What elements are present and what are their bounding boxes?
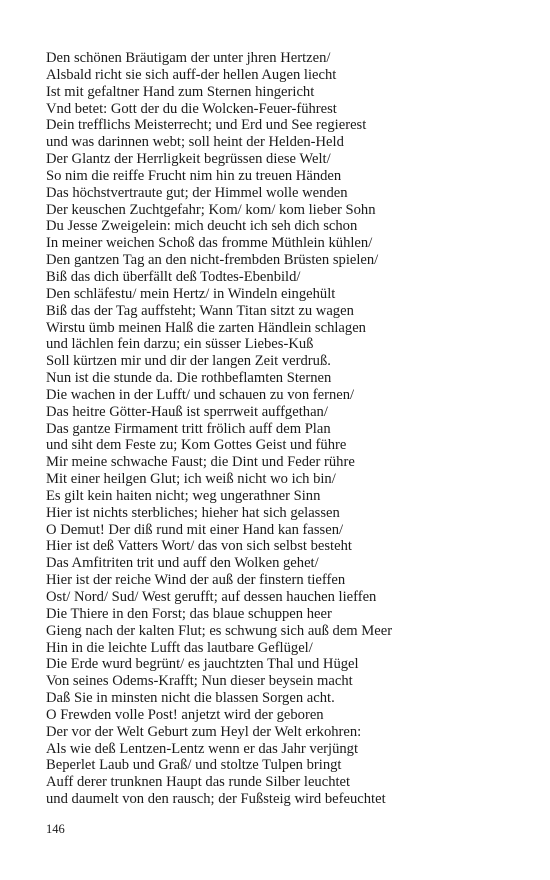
poem-line: Die wachen in der Lufft/ und schauen zu von fernen/ (46, 386, 355, 403)
poem-line: Mir meine schwache Faust; die Dint und Feder rühre (46, 454, 355, 471)
poem-line: So nim die reiffe Frucht nim hin zu treuen Händen (46, 167, 342, 184)
poem-line: und was darinnen webt; soll heint der Helden-Held (46, 134, 344, 151)
poem-line: In meiner weichen Schoß das fromme Müthlein kühlen/ (46, 235, 373, 252)
poem-line: O Demut! Der diß rund mit einer Hand kan fassen/ (46, 521, 344, 538)
poem-line: Von seines Odems-Krafft; Nun dieser beysein macht (46, 673, 353, 690)
poem-line: Dein trefflichs Meisterrecht; und Erd und See regierest (46, 117, 367, 134)
poem-line: Hin in die leichte Lufft das lautbare Geflügel/ (46, 639, 313, 656)
poem-line: Alsbald richt sie sich auff-der hellen Augen liecht (46, 66, 337, 83)
poem-line: Der Glantz der Herrligkeit begrüssen diese Welt/ (46, 151, 331, 168)
poem-line: Das gantze Firmament tritt frölich auff dem Plan (46, 420, 331, 437)
poem-line: Auff derer trunknen Haupt das runde Silber leuchtet (46, 774, 351, 791)
poem-line: und siht dem Feste zu; Kom Gottes Geist und führe (46, 437, 347, 454)
poem-line: Biß das der Tag auffsteht; Wann Titan sitzt zu wagen (46, 302, 354, 319)
poem-line: Mit einer heilgen Glut; ich weiß nicht wo ich bin/ (46, 471, 336, 488)
poem-line: Den schläfestu/ mein Hertz/ in Windeln eingehült (46, 285, 336, 302)
page-number: 146 (46, 822, 65, 836)
poem-line: O Frewden volle Post! anjetzt wird der geboren (46, 706, 324, 723)
poem-line: und lächlen fein darzu; ein süsser Liebes-Kuß (46, 336, 314, 353)
poem-text-block (46, 50, 526, 808)
poem-line: Soll kürtzen mir und dir der langen Zeit verdruß. (46, 353, 331, 370)
poem-line: Vnd betet: Gott der du die Wolcken-Feuer-führest (46, 100, 337, 117)
poem-line: Gieng nach der kalten Flut; es schwung sich auß dem Meer (46, 622, 393, 639)
poem-line: Die Erde wurd begrünt/ es jauchtzten Thal und Hügel (46, 656, 359, 673)
poem-line: Der vor der Welt Geburt zum Heyl der Welt erkohren: (46, 723, 362, 740)
poem-line: Das Amfitriten trit und auff den Wolken gehet/ (46, 555, 319, 572)
poem-line: Hier ist deß Vatters Wort/ das von sich selbst besteht (46, 538, 352, 555)
poem-line: Hier ist nichts sterbliches; hieher hat sich gelassen (46, 504, 340, 521)
poem-line: Ost/ Nord/ Sud/ West gerufft; auf dessen hauchen lieffen (46, 589, 377, 605)
poem-line: Es gilt kein haiten nicht; weg ungerathner Sinn (46, 487, 321, 504)
poem-line: Ist mit gefaltner Hand zum Sternen hingericht (46, 83, 315, 100)
poem-line: Nun ist die stunde da. Die rothbeflamten Sternen (46, 370, 332, 387)
poem-line: Der keuschen Zuchtgefahr; Kom/ kom/ kom lieber Sohn (46, 201, 376, 218)
poem-line: Hier ist der reiche Wind der auß der finstern tieffen (46, 572, 346, 589)
poem-line: und daumelt von den rausch; der Fußsteig wird befeuchtet (46, 791, 386, 808)
poem-line: Daß Sie in minsten nicht die blassen Sorgen acht. (46, 690, 335, 707)
poem-line: Den schönen Bräutigam der unter jhren Hertzen/ (46, 50, 331, 66)
poem-line: Du Jesse Zweigelein: mich deucht ich seh dich schon (46, 218, 358, 235)
poem-line: Beperlet Laub und Graß/ und stoltze Tulpen bringt (46, 757, 342, 774)
poem-line: Biß das dich überfällt deß Todtes-Ebenbild/ (46, 268, 301, 285)
poem-line: Das höchstvertraute gut; der Himmel wolle wenden (46, 184, 348, 201)
poem-line: Das heitre Götter-Hauß ist sperrweit auffgethan/ (46, 403, 328, 420)
poem-line: Den gantzen Tag an den nicht-frembden Brüsten spielen/ (46, 252, 379, 269)
poem-line: Die Thiere in den Forst; das blaue schuppen heer (46, 605, 332, 622)
poem-line: Wirstu ümb meinen Halß die zarten Händlein schlagen (46, 319, 366, 336)
poem-line: Als wie deß Lentzen-Lentz wenn er das Jahr verjüngt (46, 740, 359, 757)
